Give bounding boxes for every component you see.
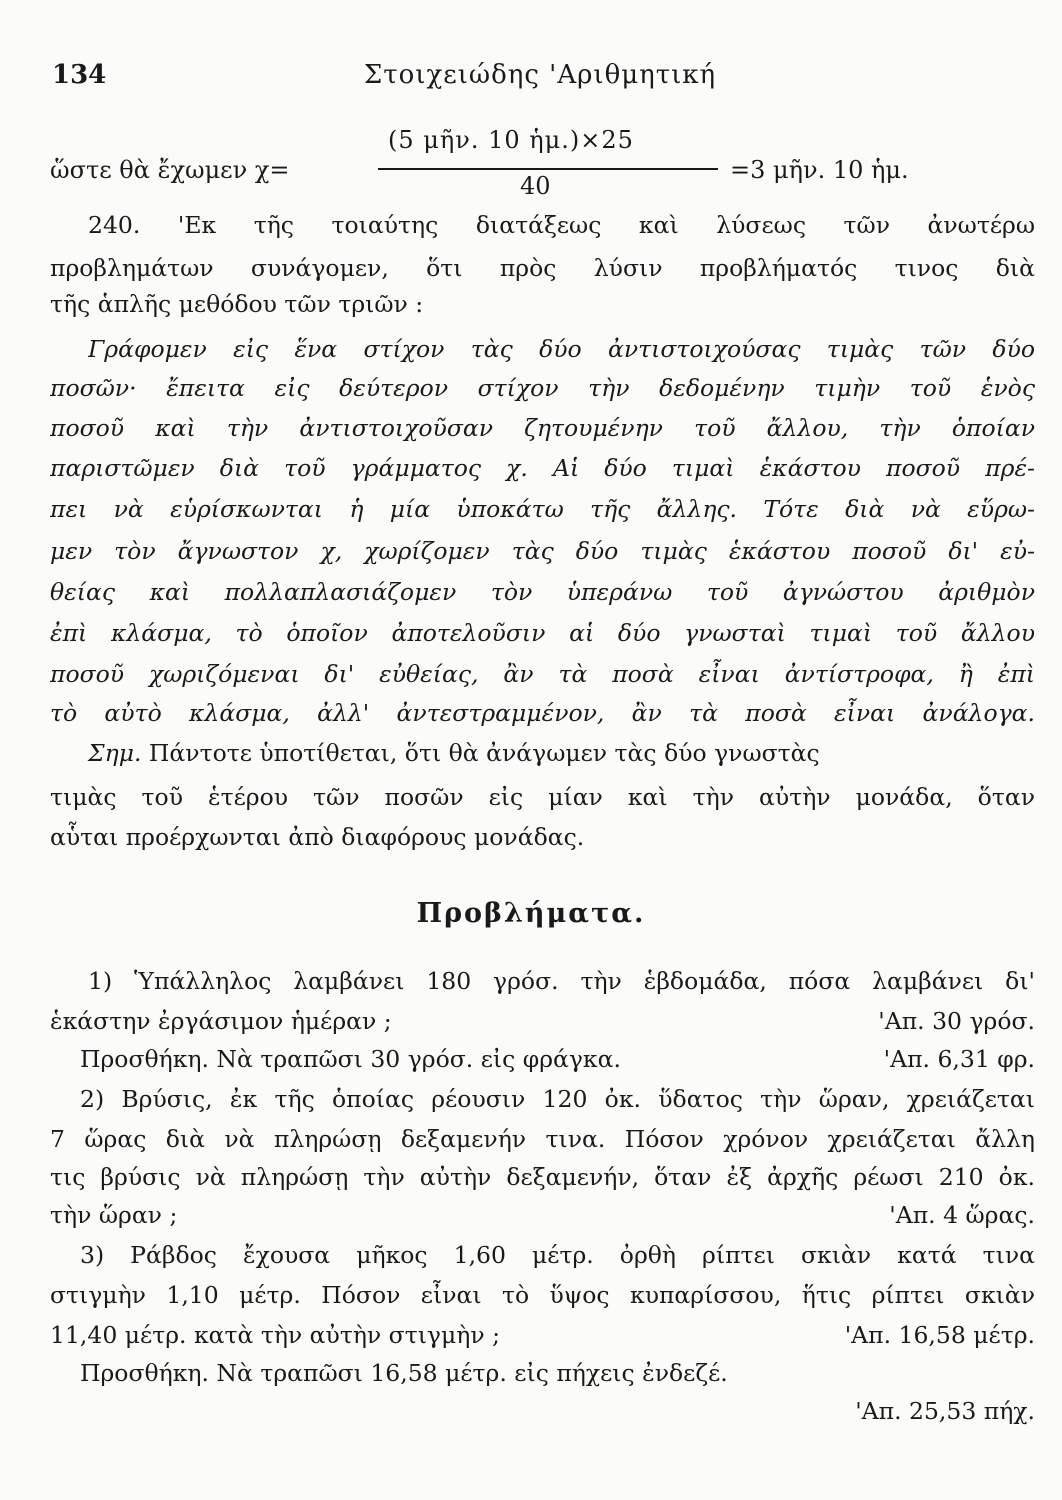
answer: 'Απ. 4 ὥρας.: [889, 1201, 1035, 1229]
note-label: Σημ.: [88, 739, 142, 767]
rule-line: τὸ αὐτὸ κλάσμα, ἀλλ' ἀντεστραμμένον, ἂν τὰ ποσὰ εἶναι ἀνάλογα.: [50, 699, 1035, 727]
note-line: αὗται προέρχωνται ἀπὸ διαφόρους μονάδας.: [50, 823, 585, 851]
problem-2-line: τις βρύσις νὰ πληρώσῃ τὴν αὐτὴν δεξαμενήν, ὅταν ἐξ ἀρχῆς ρέωσι 210 ὀκ.: [50, 1163, 1035, 1191]
answer: 'Απ. 25,53 πήχ.: [855, 1397, 1035, 1425]
page-number: 134: [52, 60, 107, 90]
problem-2-line-4: [50, 1200, 1035, 1230]
section-title: Προβλήματα.: [416, 898, 646, 929]
rule-line: ποσῶν· ἔπειτα εἰς δεύτερον στίχον τὴν δεδομένην τιμὴν τοῦ ἑνὸς: [50, 374, 1035, 402]
formula-denominator: 40: [520, 172, 551, 200]
paragraph-240-line: προβλημάτων συνάγομεν, ὅτι πρὸς λύσιν προβλήματός τινος διὰ: [50, 254, 1035, 282]
formula-lhs: ὥστε θὰ ἔχωμεν χ=: [50, 156, 290, 184]
problem-3-line-3: [50, 1320, 1035, 1350]
rule-line: ἐπὶ κλάσμα, τὸ ὁποῖον ἀποτελοῦσιν αἱ δύο γνωσταὶ τιμαὶ τοῦ ἄλλου: [50, 619, 1035, 647]
problem-1-addition: [80, 1044, 1035, 1074]
problem-3-text: 11,40 μέτρ. κατὰ τὴν αὐτὴν στιγμὴν ;: [50, 1321, 500, 1349]
problem-1-line: 1) Ὑπάλληλος λαμβάνει 180 γρόσ. τὴν ἑβδομάδα, πόσα λαμβάνει δι': [88, 967, 1035, 995]
paragraph-240-line: 240. 'Εκ τῆς τοιαύτης διατάξεως καὶ λύσεως τῶν ἀνωτέρω: [88, 211, 1035, 239]
rule-line: θείας καὶ πολλαπλασιάζομεν τὸν ὑπεράνω τοῦ ἀγνώστου ἀριθμὸν: [50, 578, 1035, 606]
problem-1-line-2: [50, 1006, 1035, 1036]
problem-2-line: 7 ὥρας διὰ νὰ πληρώσῃ δεξαμενήν τινα. Πόσον χρόνον χρειάζεται ἄλλη: [50, 1125, 1035, 1153]
rule-line: ποσοῦ καὶ τὴν ἀντιστοιχοῦσαν ζητουμένην τοῦ ἄλλου, τὴν ὁποίαν: [50, 414, 1035, 442]
rule-line: πει νὰ εὑρίσκωνται ἡ μία ὑποκάτω τῆς ἄλλης. Τότε διὰ νὰ εὕρω-: [50, 495, 1035, 523]
paragraph-240-line: τῆς ἁπλῆς μεθόδου τῶν τριῶν :: [50, 290, 424, 318]
rule-line: παριστῶμεν διὰ τοῦ γράμματος χ. Αἱ δύο τιμαὶ ἑκάστου ποσοῦ πρέ-: [50, 454, 1035, 482]
formula-rhs: =3 μῆν. 10 ἡμ.: [730, 156, 909, 184]
rule-line: Γράφομεν εἰς ἕνα στίχον τὰς δύο ἀντιστοιχούσας τιμὰς τῶν δύο: [88, 335, 1035, 363]
problem-3-line: στιγμὴν 1,10 μέτρ. Πόσον εἶναι τὸ ὕψος κυπαρίσσου, ἥτις ρίπτει σκιὰν: [50, 1281, 1035, 1309]
problem-3-line: 3) Ράβδος ἔχουσα μῆκος 1,60 μέτρ. ὀρθὴ ρίπτει σκιὰν κατά τινα: [80, 1241, 1035, 1269]
note-text: Πάντοτε ὑποτίθεται, ὅτι θὰ ἀνάγωμεν τὰς δύο γνωστὰς: [148, 739, 820, 767]
note-line: τιμὰς τοῦ ἑτέρου τῶν ποσῶν εἰς μίαν καὶ τὴν αὐτὴν μονάδα, ὅταν: [50, 783, 1035, 811]
note-line-1: [88, 738, 1035, 768]
rule-line: μεν τὸν ἄγνωστον χ, χωρίζομεν τὰς δύο τιμὰς ἑκάστου ποσοῦ δι' εὐ-: [50, 537, 1035, 565]
formula: [50, 126, 1030, 206]
fraction-bar: [378, 168, 718, 170]
problem-1-text: ἑκάστην ἐργάσιμον ἡμέραν ;: [50, 1007, 392, 1035]
formula-numerator: (5 μῆν. 10 ἡμ.)⨯25: [388, 126, 634, 154]
running-title: Στοιχειώδης 'Αριθμητική: [363, 60, 717, 90]
rule-line: ποσοῦ χωριζόμεναι δι' εὐθείας, ἂν τὰ ποσὰ εἶναι ἀντίστροφα, ἢ ἐπὶ: [50, 660, 1035, 688]
problem-3-addition: Προσθήκη. Νὰ τραπῶσι 16,58 μέτρ. εἰς πήχεις ἐνδεζέ.: [80, 1359, 728, 1387]
answer: 'Απ. 30 γρόσ.: [878, 1007, 1035, 1035]
problem-2-line: 2) Βρύσις, ἐκ τῆς ὁποίας ρέουσιν 120 ὀκ. ὕδατος τὴν ὥραν, χρειάζεται: [80, 1085, 1035, 1113]
problem-2-text: τὴν ὥραν ;: [50, 1201, 178, 1229]
answer: 'Απ. 16,58 μέτρ.: [844, 1321, 1035, 1349]
page-header: [40, 60, 1040, 94]
addition-text: Προσθήκη. Νὰ τραπῶσι 30 γρόσ. εἰς φράγκα.: [80, 1045, 621, 1073]
answer: 'Απ. 6,31 φρ.: [883, 1045, 1035, 1073]
